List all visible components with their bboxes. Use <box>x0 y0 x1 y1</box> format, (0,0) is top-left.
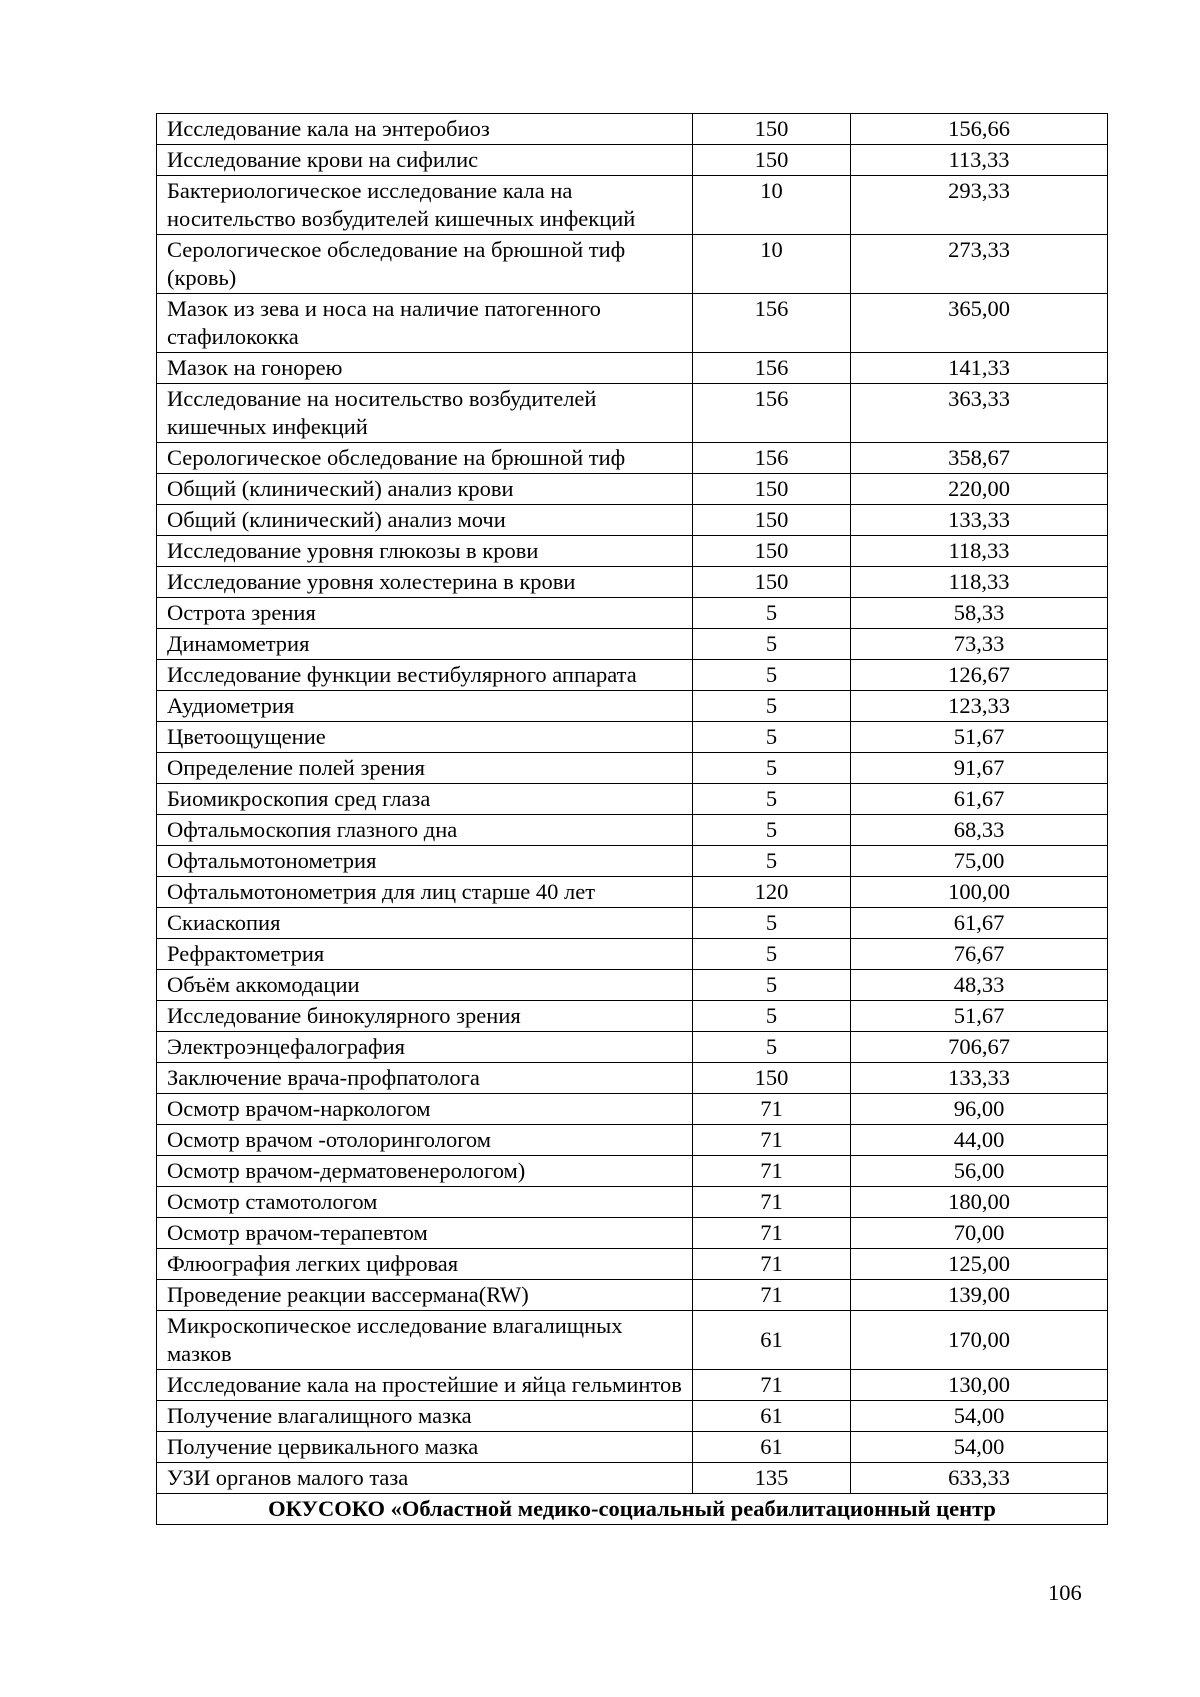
count-cell: 150 <box>693 474 851 505</box>
count-cell: 5 <box>693 598 851 629</box>
price-cell: 68,33 <box>851 815 1108 846</box>
price-cell: 365,00 <box>851 294 1108 353</box>
price-cell: 56,00 <box>851 1156 1108 1187</box>
table-footer-row <box>157 1494 1108 1525</box>
count-cell: 150 <box>693 145 851 176</box>
table-row <box>157 1125 1108 1156</box>
price-cell: 96,00 <box>851 1094 1108 1125</box>
price-cell: 51,67 <box>851 1001 1108 1032</box>
table-row <box>157 908 1108 939</box>
price-cell: 54,00 <box>851 1432 1108 1463</box>
price-cell: 633,33 <box>851 1463 1108 1494</box>
table-row <box>157 1249 1108 1280</box>
table-row <box>157 1156 1108 1187</box>
table-row <box>157 1094 1108 1125</box>
price-cell: 293,33 <box>851 176 1108 235</box>
count-cell: 61 <box>693 1401 851 1432</box>
table-row <box>157 1370 1108 1401</box>
price-cell: 73,33 <box>851 629 1108 660</box>
table-row <box>157 384 1108 443</box>
price-cell: 54,00 <box>851 1401 1108 1432</box>
count-cell: 71 <box>693 1218 851 1249</box>
count-cell: 5 <box>693 846 851 877</box>
price-cell: 133,33 <box>851 1063 1108 1094</box>
price-cell: 75,00 <box>851 846 1108 877</box>
count-cell: 5 <box>693 691 851 722</box>
count-cell: 71 <box>693 1125 851 1156</box>
table-row <box>157 235 1108 294</box>
table-row <box>157 939 1108 970</box>
table-row <box>157 1280 1108 1311</box>
service-name-cell: Объём аккомодации <box>157 970 693 1001</box>
table-row <box>157 145 1108 176</box>
service-name-cell: Осмотр врачом-терапевтом <box>157 1218 693 1249</box>
price-cell: 273,33 <box>851 235 1108 294</box>
count-cell: 156 <box>693 443 851 474</box>
price-cell: 48,33 <box>851 970 1108 1001</box>
count-cell: 5 <box>693 939 851 970</box>
table-row <box>157 660 1108 691</box>
count-cell: 61 <box>693 1311 851 1370</box>
service-name-cell: Исследование бинокулярного зрения <box>157 1001 693 1032</box>
count-cell: 10 <box>693 176 851 235</box>
service-name-cell: Скиаскопия <box>157 908 693 939</box>
table-row <box>157 970 1108 1001</box>
count-cell: 71 <box>693 1280 851 1311</box>
service-name-cell: Получение цервикального мазка <box>157 1432 693 1463</box>
table-row <box>157 846 1108 877</box>
service-name-cell: Получение влагалищного мазка <box>157 1401 693 1432</box>
price-cell: 61,67 <box>851 784 1108 815</box>
service-name-cell: Общий (клинический) анализ мочи <box>157 505 693 536</box>
price-cell: 170,00 <box>851 1311 1108 1370</box>
service-name-cell: Определение полей зрения <box>157 753 693 784</box>
count-cell: 150 <box>693 536 851 567</box>
price-cell: 180,00 <box>851 1187 1108 1218</box>
price-cell: 358,67 <box>851 443 1108 474</box>
count-cell: 5 <box>693 629 851 660</box>
price-cell: 118,33 <box>851 567 1108 598</box>
price-cell: 91,67 <box>851 753 1108 784</box>
table-row <box>157 294 1108 353</box>
service-name-cell: Осмотр врачом-наркологом <box>157 1094 693 1125</box>
price-cell: 156,66 <box>851 114 1108 145</box>
count-cell: 5 <box>693 970 851 1001</box>
price-cell: 118,33 <box>851 536 1108 567</box>
table-row <box>157 505 1108 536</box>
service-name-cell: Исследование крови на сифилис <box>157 145 693 176</box>
price-cell: 70,00 <box>851 1218 1108 1249</box>
count-cell: 135 <box>693 1463 851 1494</box>
table-row <box>157 353 1108 384</box>
count-cell: 71 <box>693 1094 851 1125</box>
price-cell: 100,00 <box>851 877 1108 908</box>
price-cell: 61,67 <box>851 908 1108 939</box>
table-row <box>157 1032 1108 1063</box>
count-cell: 5 <box>693 1001 851 1032</box>
price-cell: 706,67 <box>851 1032 1108 1063</box>
service-name-cell: Микроскопическое исследование влагалищных мазков <box>157 1311 693 1370</box>
price-cell: 133,33 <box>851 505 1108 536</box>
service-name-cell: Проведение реакции вассермана(RW) <box>157 1280 693 1311</box>
price-cell: 141,33 <box>851 353 1108 384</box>
table-row <box>157 536 1108 567</box>
count-cell: 10 <box>693 235 851 294</box>
price-cell: 51,67 <box>851 722 1108 753</box>
table-row <box>157 1001 1108 1032</box>
service-name-cell: Флюография легких цифровая <box>157 1249 693 1280</box>
table-row <box>157 784 1108 815</box>
service-name-cell: Рефрактометрия <box>157 939 693 970</box>
table-row <box>157 1218 1108 1249</box>
price-cell: 44,00 <box>851 1125 1108 1156</box>
service-name-cell: Аудиометрия <box>157 691 693 722</box>
count-cell: 71 <box>693 1249 851 1280</box>
table-row <box>157 598 1108 629</box>
count-cell: 5 <box>693 753 851 784</box>
table-row <box>157 877 1108 908</box>
price-cell: 220,00 <box>851 474 1108 505</box>
price-cell: 58,33 <box>851 598 1108 629</box>
count-cell: 150 <box>693 114 851 145</box>
service-name-cell: Мазок на гонорею <box>157 353 693 384</box>
count-cell: 156 <box>693 353 851 384</box>
service-name-cell: Офтальмотонометрия для лиц старше 40 лет <box>157 877 693 908</box>
count-cell: 5 <box>693 784 851 815</box>
service-name-cell: Исследование уровня глюкозы в крови <box>157 536 693 567</box>
service-name-cell: Осмотр врачом -отолорингологом <box>157 1125 693 1156</box>
table-row <box>157 1063 1108 1094</box>
table-row <box>157 1187 1108 1218</box>
table-row <box>157 176 1108 235</box>
service-name-cell: Исследование функции вестибулярного аппарата <box>157 660 693 691</box>
service-name-cell: Серологическое обследование на брюшной тиф (кровь) <box>157 235 693 294</box>
price-cell: 126,67 <box>851 660 1108 691</box>
service-name-cell: Исследование на носительство возбудителей кишечных инфекций <box>157 384 693 443</box>
price-cell: 123,33 <box>851 691 1108 722</box>
count-cell: 5 <box>693 908 851 939</box>
table-row <box>157 629 1108 660</box>
table-row <box>157 474 1108 505</box>
service-name-cell: Динамометрия <box>157 629 693 660</box>
service-name-cell: Мазок из зева и носа на наличие патогенного стафилококка <box>157 294 693 353</box>
service-name-cell: Бактериологическое исследование кала на носительство возбудителей кишечных инфекций <box>157 176 693 235</box>
count-cell: 150 <box>693 567 851 598</box>
count-cell: 156 <box>693 294 851 353</box>
price-cell: 139,00 <box>851 1280 1108 1311</box>
service-name-cell: Офтальмотонометрия <box>157 846 693 877</box>
count-cell: 5 <box>693 722 851 753</box>
service-name-cell: Острота зрения <box>157 598 693 629</box>
service-name-cell: Осмотр стамотологом <box>157 1187 693 1218</box>
organization-heading: ОКУСОКО «Областной медико-социальный реабилитационный центр <box>157 1494 1108 1525</box>
service-name-cell: Заключение врача-профпатолога <box>157 1063 693 1094</box>
count-cell: 5 <box>693 1032 851 1063</box>
service-name-cell: Электроэнцефалография <box>157 1032 693 1063</box>
table-row <box>157 722 1108 753</box>
service-name-cell: Общий (клинический) анализ крови <box>157 474 693 505</box>
table-row <box>157 567 1108 598</box>
service-name-cell: Офтальмоскопия глазного дна <box>157 815 693 846</box>
count-cell: 71 <box>693 1156 851 1187</box>
count-cell: 61 <box>693 1432 851 1463</box>
count-cell: 71 <box>693 1187 851 1218</box>
count-cell: 5 <box>693 660 851 691</box>
count-cell: 150 <box>693 1063 851 1094</box>
service-name-cell: УЗИ органов малого таза <box>157 1463 693 1494</box>
table-row <box>157 1432 1108 1463</box>
table-row <box>157 114 1108 145</box>
service-name-cell: Серологическое обследование на брюшной тиф <box>157 443 693 474</box>
table-row <box>157 1401 1108 1432</box>
count-cell: 71 <box>693 1370 851 1401</box>
table-row <box>157 1311 1108 1370</box>
service-name-cell: Исследование кала на простейшие и яйца гельминтов <box>157 1370 693 1401</box>
table-row <box>157 443 1108 474</box>
table-row <box>157 1463 1108 1494</box>
service-name-cell: Осмотр врачом-дерматовенерологом) <box>157 1156 693 1187</box>
table-body <box>157 114 1108 1525</box>
page-number: 106 <box>1048 1580 1082 1605</box>
service-name-cell: Цветоощущение <box>157 722 693 753</box>
services-table <box>156 113 1108 1525</box>
service-name-cell: Биомикроскопия сред глаза <box>157 784 693 815</box>
count-cell: 150 <box>693 505 851 536</box>
price-cell: 363,33 <box>851 384 1108 443</box>
price-cell: 113,33 <box>851 145 1108 176</box>
count-cell: 5 <box>693 815 851 846</box>
table-row <box>157 753 1108 784</box>
price-cell: 76,67 <box>851 939 1108 970</box>
price-cell: 125,00 <box>851 1249 1108 1280</box>
table-row <box>157 815 1108 846</box>
table-row <box>157 691 1108 722</box>
service-name-cell: Исследование уровня холестерина в крови <box>157 567 693 598</box>
count-cell: 156 <box>693 384 851 443</box>
service-name-cell: Исследование кала на энтеробиоз <box>157 114 693 145</box>
count-cell: 120 <box>693 877 851 908</box>
price-cell: 130,00 <box>851 1370 1108 1401</box>
